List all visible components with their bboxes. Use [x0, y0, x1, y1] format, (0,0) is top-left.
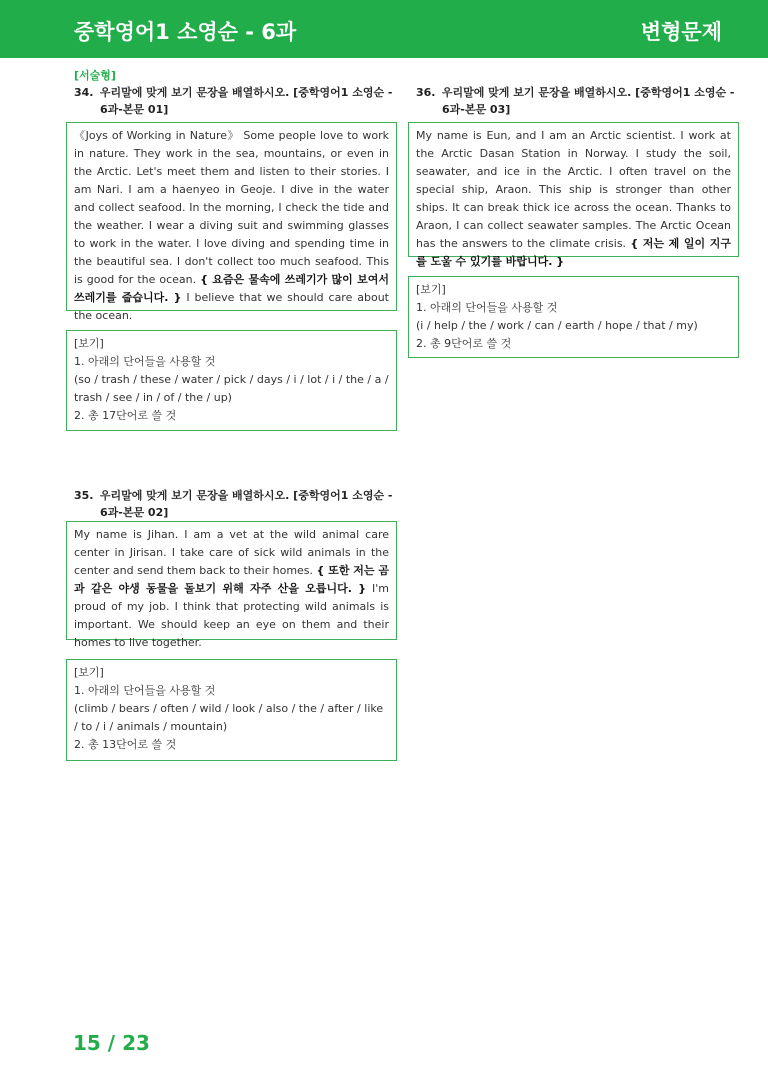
- bogi-instruction-2: 2. 총 17단어로 쓸 것: [74, 409, 177, 422]
- section-category: [서술형]: [74, 69, 116, 82]
- bogi-word-list: (so / trash / these / water / pick / days / i / lot / i / the / a / trash / see / in / of / the / up): [74, 373, 389, 404]
- passage-target-sentence: { 요즘은 물속에 쓰레기가 많이 보여서 쓰레기를 줍습니다. }: [74, 273, 389, 304]
- question-source: 6과-본문 03]: [442, 103, 511, 116]
- bogi-instruction-2: 2. 총 9단어로 쓸 것: [416, 337, 512, 350]
- passage-text-end: I'm proud of my job. I think that protecting wild animals is important. We should keep an eye on them and their homes to live together.: [74, 582, 390, 649]
- question-35-bogi: [66, 659, 397, 761]
- passage-text: 《Joys of Working in Nature》 Some people love to work in nature. They work in the sea, mountains, or even in the Arctic. Let's meet them and listen to their stories. I am Nari. I am a haenyeo in Geoje. I dive in the water and collect seafood. In the morning, I check the tide and the weather. I wear a diving suit and swimming glasses to work in the water. I love diving and spending time in the beautiful sea. I don't collect too much seafood. This is good for the ocean.: [74, 129, 389, 286]
- bogi-instruction-2: 2. 총 13단어로 쓸 것: [74, 738, 177, 751]
- bogi-instruction-1: 1. 아래의 단어들을 사용할 것: [416, 301, 558, 314]
- bogi-word-list: (i / help / the / work / can / earth / hope / that / my): [416, 319, 698, 332]
- bogi-title: [보기]: [416, 283, 446, 296]
- question-36-heading: [416, 84, 734, 118]
- question-source: 6과-본문 01]: [100, 103, 169, 116]
- question-number: 34.: [74, 86, 94, 99]
- question-34-heading: [74, 84, 392, 118]
- question-35-heading: [74, 487, 392, 521]
- question-36-passage: [408, 122, 739, 268]
- page-header: [0, 0, 768, 58]
- question-36-bogi: [408, 276, 739, 358]
- question-number: 36.: [416, 86, 436, 99]
- header-category: 변형문제: [640, 20, 722, 44]
- bogi-instruction-1: 1. 아래의 단어들을 사용할 것: [74, 355, 216, 368]
- question-source: 6과-본문 02]: [100, 506, 169, 519]
- question-instruction: 우리말에 맞게 보기 문장을 배열하시오. [중학영어1 소영순 -: [99, 489, 393, 502]
- passage-text: My name is Jihan. I am a vet at the wild animal care center in Jirisan. I take care of sick wild animals in the center and send them back to their homes.: [74, 528, 389, 577]
- question-34-bogi: [66, 330, 397, 431]
- bogi-title: [보기]: [74, 337, 104, 350]
- question-35-passage: [66, 521, 397, 649]
- question-instruction: 우리말에 맞게 보기 문장을 배열하시오. [중학영어1 소영순 -: [99, 86, 393, 99]
- header-title: 중학영어1 소영순 - 6과: [74, 20, 297, 44]
- passage-target-sentence: { 또한 저는 곰과 같은 야생 동물을 돌보기 위해 자주 산을 오릅니다. }: [74, 564, 389, 595]
- passage-text-end: I believe that we should care about the ocean.: [74, 291, 389, 322]
- question-34-passage: [66, 122, 397, 322]
- passage-text: My name is Eun, and I am an Arctic scientist. I work at the Arctic Dasan Station in Norway. I study the soil, seawater, and ice in the Arctic. I often travel on the special ship, Araon. This ship is stronger than other ships. It can break thick ice across the ocean. Thanks to Araon, I can collect seawater samples. The Arctic Ocean has the answers to the climate crisis.: [416, 129, 731, 250]
- passage-target-sentence: { 저는 제 일이 지구를 도울 수 있기를 바랍니다. }: [416, 237, 731, 268]
- question-instruction: 우리말에 맞게 보기 문장을 배열하시오. [중학영어1 소영순 -: [441, 86, 735, 99]
- question-number: 35.: [74, 489, 94, 502]
- bogi-instruction-1: 1. 아래의 단어들을 사용할 것: [74, 684, 216, 697]
- page-number: 15 / 23: [73, 1031, 150, 1055]
- bogi-word-list: (climb / bears / often / wild / look / also / the / after / like / to / i / animals / mountain): [74, 702, 384, 733]
- bogi-title: [보기]: [74, 666, 104, 679]
